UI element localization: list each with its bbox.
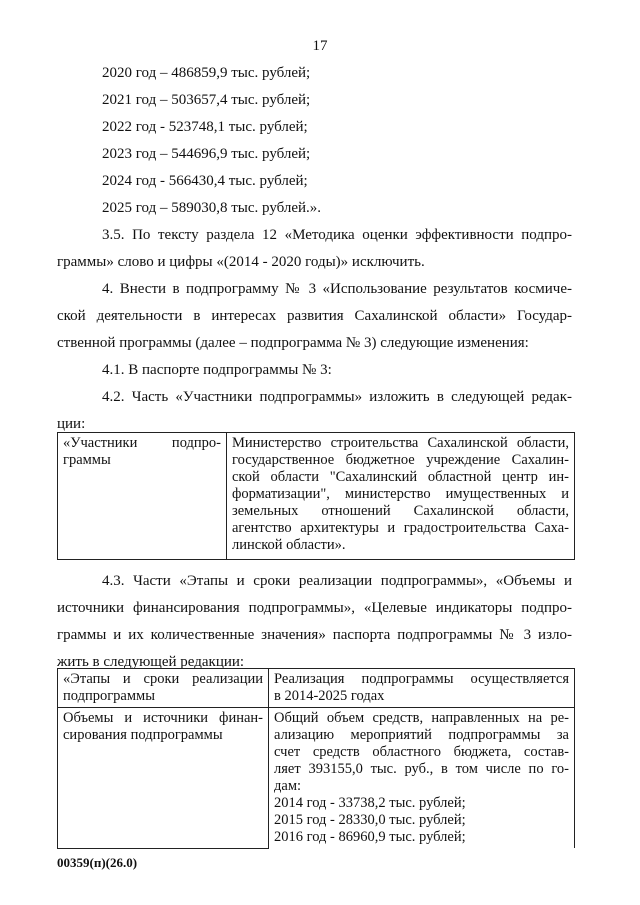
passport-table: [57, 668, 575, 849]
table-cell-label: «Участники подпро- граммы: [58, 433, 227, 560]
paragraph-4-3-line: 4.3. Части «Этапы и сроки реализации подпрограммы», «Объемы и: [102, 573, 572, 589]
year-line: 2024 год - 566430,4 тыс. рублей;: [102, 173, 308, 189]
paragraph-3-5-line: граммы» слово и цифры «(2014 - 2020 годы)» исключить.: [57, 254, 425, 270]
table-cell-value: Реализация подпрограммы осуществляется в 2014-2025 годах: [269, 669, 575, 708]
table-cell-value: Общий объем средств, направленных на ре- ализацию мероприятий подпрограммы за счет средств областного бюджета, состав- ляет 393155,0 тыс. руб., в том числе по го- дам: 2014 год - 33738,2 тыс. рублей; 2015 год - 28330,0 тыс. рублей; 2016 год - 86960,9 тыс. рублей;: [269, 708, 575, 849]
paragraph-3-5-line: 3.5. По тексту раздела 12 «Методика оценки эффективности подпро-: [102, 227, 572, 243]
paragraph-4-2-line: ции:: [57, 416, 86, 432]
page-number: 17: [312, 38, 328, 54]
year-line: 2022 год - 523748,1 тыс. рублей;: [102, 119, 308, 135]
table-cell-value: Министерство строительства Сахалинской области, государственное бюджетное учреждение Сахалин- ской области "Сахалинский областной центр ин- форматизации", министерство имущественных и земельных отношений Сахалинской области, агентство архитектуры и градостроительства Саха- линской области».: [227, 433, 575, 560]
participants-table: [57, 432, 575, 560]
year-line: 2021 год – 503657,4 тыс. рублей;: [102, 92, 311, 108]
year-line: 2020 год – 486859,9 тыс. рублей;: [102, 65, 311, 81]
table-row: [58, 708, 575, 849]
table-cell-label: Объемы и источники финан- сирования подпрограммы: [58, 708, 269, 849]
paragraph-4-line: ственной программы (далее – подпрограмма № 3) следующие изменения:: [57, 335, 529, 351]
table-cell-label: «Этапы и сроки реализации подпрограммы: [58, 669, 269, 708]
paragraph-4-3-line: источники финансирования подпрограммы», «Целевые индикаторы подпро-: [57, 600, 572, 616]
year-line: 2023 год – 544696,9 тыс. рублей;: [102, 146, 311, 162]
paragraph-4-3-line: жить в следующей редакции:: [57, 654, 245, 670]
paragraph-4-line: 4. Внести в подпрограмму № 3 «Использование результатов космиче-: [102, 281, 572, 297]
table-row: [58, 669, 575, 708]
paragraph-4-line: ской деятельности в интересах развития Сахалинской области» Государ-: [57, 308, 572, 324]
document-code: 00359(п)(26.0): [57, 855, 138, 870]
year-line: 2025 год – 589030,8 тыс. рублей.».: [102, 200, 322, 216]
paragraph-4-1: 4.1. В паспорте подпрограммы № 3:: [102, 362, 332, 378]
paragraph-4-3-line: граммы и их количественные значения» паспорта подпрограммы № 3 изло-: [57, 627, 572, 643]
paragraph-4-2-line: 4.2. Часть «Участники подпрограммы» изложить в следующей редак-: [102, 389, 572, 405]
table-row: [58, 433, 575, 560]
